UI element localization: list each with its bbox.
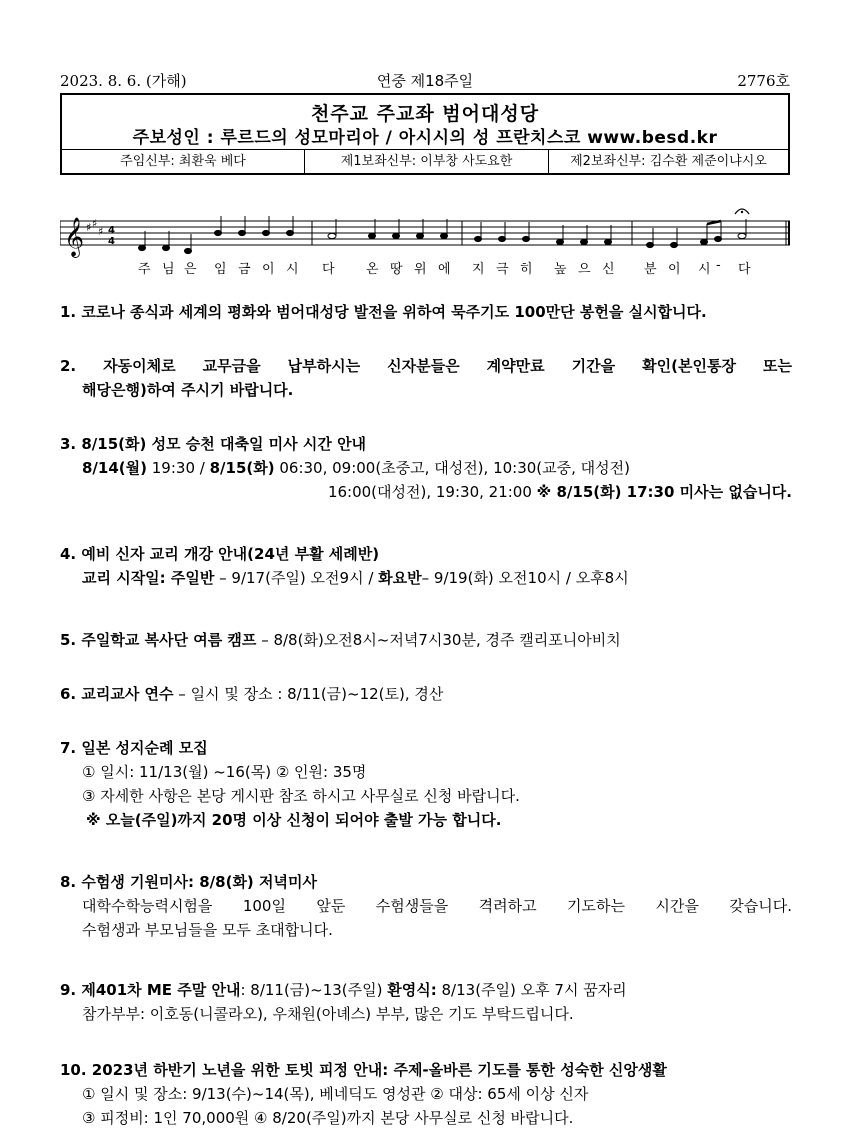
notice-2-line2: 해당은행)하여 주시기 바랍니다. xyxy=(82,381,294,399)
notice-4-label-tuesday: 화요반 xyxy=(378,569,422,587)
lyric-syllable: 분 xyxy=(644,262,657,277)
title-box xyxy=(60,93,790,175)
notice-3-times3: 16:00(대성전), 19:30, 21:00 xyxy=(327,483,537,501)
notice-5-title: 5. 주일학교 복사단 여름 캠프 xyxy=(60,631,257,649)
notice-3-title: 3. 8/15(화) 성모 승천 대축일 미사 시간 안내 xyxy=(60,435,367,453)
notice-8 xyxy=(60,870,792,942)
assistant1-cell: 제1보좌신부: 이부창 사도요한 xyxy=(305,150,549,174)
lyric-syllable: 시 xyxy=(286,262,299,277)
notice-6-detail: – 일시 및 장소 : 8/11(금)~12(토), 경산 xyxy=(173,685,444,703)
notice-9 xyxy=(60,978,792,1026)
notice-8-title: 8. 수험생 기원미사: 8/8(화) 저녁미사 xyxy=(60,873,317,891)
notice-2-line1: 2. 자동이체로 교무금을 납부하시는 신자분들은 계약만료 기간을 확인(본인통장 또는 xyxy=(60,357,792,375)
lyric-syllable: 이 xyxy=(262,262,275,277)
lyric-syllable: 님 xyxy=(162,262,175,277)
lyric-syllable: 다 xyxy=(322,262,335,277)
lyric-syllable: 신 xyxy=(602,262,615,277)
church-name: 천주교 주교좌 범어대성당 xyxy=(310,103,540,125)
lyric-syllable: 은 xyxy=(184,262,197,277)
notice-10 xyxy=(60,1058,792,1130)
notice-8-line1: 대학수학능력시험을 100일 앞둔 수험생들을 격려하고 기도하는 시간을 갖습니다. xyxy=(82,897,792,915)
notice-4-title: 4. 예비 신자 교리 개강 안내(24년 부활 세례반) xyxy=(60,545,380,563)
lyric-syllable: 금 xyxy=(238,262,251,277)
notice-4-sunday-time: – 9/17(주일) 오전9시 / xyxy=(214,569,379,587)
header-line xyxy=(60,70,790,92)
notice-4-tuesday-time: – 9/19(화) 오전10시 / 오후8시 xyxy=(421,569,629,587)
notice-4-label-sunday: 교리 시작일: 주일반 xyxy=(82,569,215,587)
lyric-syllable: 시 xyxy=(698,262,711,277)
svg-text:♯: ♯ xyxy=(92,217,98,230)
notice-3-note: ※ 8/15(화) 17:30 미사는 없습니다. xyxy=(536,483,792,501)
lyric-syllable: 높 xyxy=(554,262,567,277)
notice-6-title: 6. 교리교사 연수 xyxy=(60,685,174,703)
lyric-syllable: 주 xyxy=(138,262,151,277)
lyric-syllable: 임 xyxy=(214,262,227,277)
lyric-syllable: 이 xyxy=(668,262,681,277)
notice-4 xyxy=(60,542,792,590)
notice-10-title: 10. 2023년 하반기 노년을 위한 토빗 피정 안내: 주제-올바른 기도를 통한 성숙한 신앙생활 xyxy=(60,1061,667,1079)
notice-6 xyxy=(60,682,792,706)
notice-9-dates: : 8/11(금)~13(주일) xyxy=(240,981,388,999)
clergy-row xyxy=(62,149,788,174)
lyric-syllable: - xyxy=(716,258,721,273)
svg-text:4: 4 xyxy=(108,236,115,247)
lyric-syllable: 다 xyxy=(738,262,751,277)
notice-9-welcome-label: 환영식: xyxy=(387,981,437,999)
lyric-syllable: 에 xyxy=(438,262,451,277)
lyric-syllable: 히 xyxy=(520,262,533,277)
notice-10-line2: ③ 피정비: 1인 70,000원 ④ 8/20(주일)까지 본당 사무실로 신청 바랍니다. xyxy=(82,1109,574,1127)
notice-7-line3: ※ 오늘(주일)까지 20명 이상 신청이 되어야 출발 가능 합니다. xyxy=(86,811,502,829)
notice-7-line2: ③ 자세한 사항은 본당 게시판 참조 하시고 사무실로 신청 바랍니다. xyxy=(82,787,520,805)
notice-9-line2: 참가부부: 이호동(니콜라오), 우채원(아녜스) 부부, 많은 기도 부탁드립니다. xyxy=(82,1005,574,1023)
svg-text:♯: ♯ xyxy=(98,225,104,238)
lyric-syllable: 땅 xyxy=(390,262,403,277)
notice-9-welcome-detail: 8/13(주일) 오후 7시 꿈자리 xyxy=(436,981,627,999)
notice-2 xyxy=(60,354,792,402)
notice-3-time1: 19:30 / xyxy=(147,459,210,477)
notice-1: 1. 코로나 종식과 세계의 평화와 범어대성당 발전을 위하여 묵주기도 100만단 봉헌을 실시합니다. xyxy=(60,303,707,321)
lyric-syllable: 극 xyxy=(496,262,509,277)
notice-7 xyxy=(60,736,792,832)
issue-number: 2776호 xyxy=(737,72,790,90)
notice-5 xyxy=(60,628,792,652)
liturgical-week: 연중 제18주일 xyxy=(376,72,474,90)
lyric-syllable: 위 xyxy=(414,262,427,277)
notice-3-date1: 8/14(월) xyxy=(82,459,147,477)
assistant2-cell: 제2보좌신부: 김수환 제준이냐시오 xyxy=(570,154,767,169)
pastor-cell: 주임신부: 최환욱 베다 xyxy=(62,150,305,174)
notice-7-title: 7. 일본 성지순례 모집 xyxy=(60,739,208,757)
lyric-syllable: 으 xyxy=(578,262,591,277)
notice-8-line2: 수험생과 부모님들을 모두 초대합니다. xyxy=(82,921,333,939)
svg-text:♯: ♯ xyxy=(86,221,92,234)
notice-5-detail: – 8/8(화)오전8시~저녁7시30분, 경주 캘리포니아비치 xyxy=(256,631,621,649)
svg-text:4: 4 xyxy=(108,225,115,236)
lyric-syllable: 지 xyxy=(472,262,485,277)
notice-3-times2: 06:30, 09:00(초중고, 대성전), 10:30(교중, 대성전) xyxy=(274,459,630,477)
notice-3-date2: 8/15(화) xyxy=(209,459,275,477)
notice-7-line1: ① 일시: 11/13(월) ~16(목) ② 인원: 35명 xyxy=(82,763,367,781)
hymn-lyrics xyxy=(60,258,790,276)
patron-saints: 주보성인 : 루르드의 성모마리아 / 아시시의 성 프란치스코 www.besd.kr xyxy=(132,128,718,148)
lyric-syllable: 온 xyxy=(366,262,379,277)
notice-9-title: 9. 제401차 ME 주말 안내 xyxy=(60,981,241,999)
notice-3 xyxy=(60,432,792,504)
notice-10-line1: ① 일시 및 장소: 9/13(수)~14(목), 베네딕도 영성관 ② 대상: 65세 이상 신자 xyxy=(82,1085,589,1103)
bulletin-date: 2023. 8. 6. (가해) xyxy=(60,72,187,90)
treble-clef-icon: 𝄞 xyxy=(64,217,85,257)
